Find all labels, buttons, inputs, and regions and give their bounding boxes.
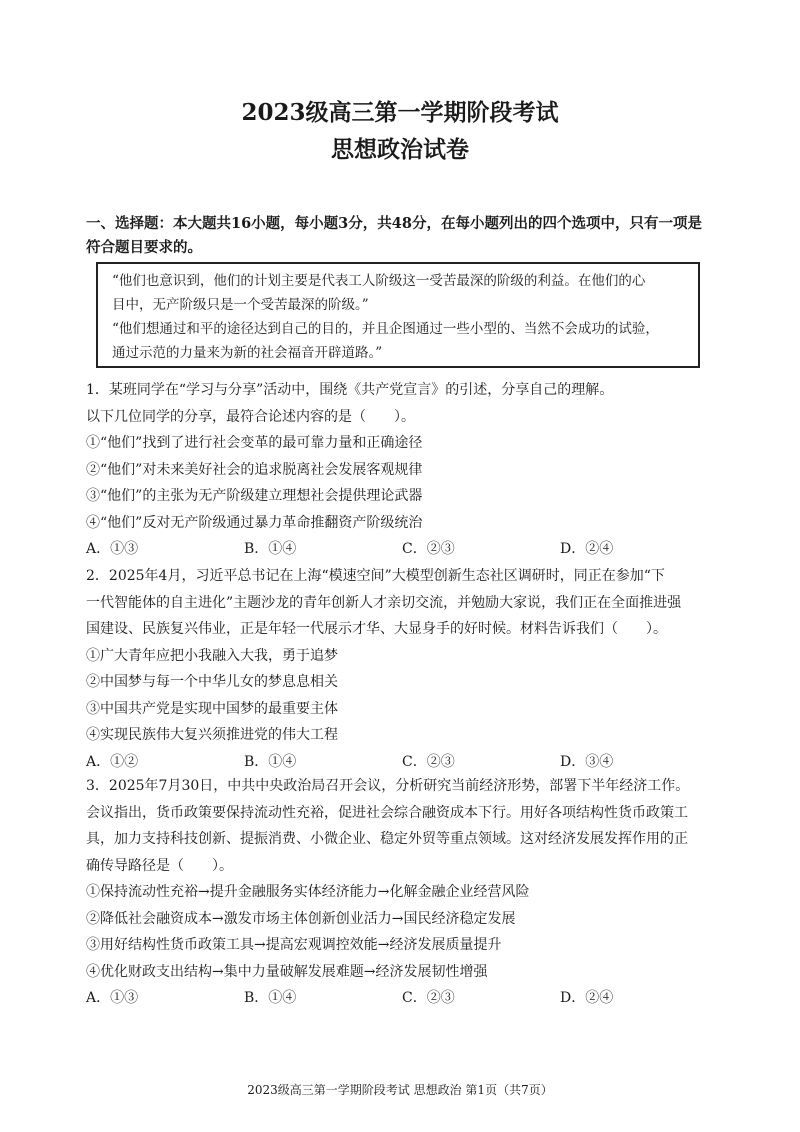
quote-line: “他们想通过和平的途径达到自己的目的，并且企图通过一些小型的、当然不会成功的试验， (112, 321, 659, 337)
question-2 (86, 563, 731, 775)
quote-line: 目中，无产阶级只是一个受苦最深的阶级。” (112, 297, 369, 313)
question-stem: 3．2025年7月30日，中共中央政治局召开会议，分析研究当前经济形势，部署下半年经济工作。 (86, 778, 690, 794)
page-footer: 2023级高三第一学期阶段考试 思想政治 第1页（共7页） (247, 1083, 553, 1097)
option-a[interactable]: A．①③ (86, 541, 139, 557)
option-b[interactable]: B．①④ (244, 990, 297, 1006)
quote-box (96, 262, 700, 368)
question-1 (86, 377, 731, 563)
option-c[interactable]: C．②③ (402, 753, 455, 770)
question-stem: 具，加力支持科技创新、提振消费、小微企业、稳定外贸等重点领域。这对经济发展发挥作用的正 (86, 831, 688, 847)
answer-options (86, 536, 731, 563)
statement: ③“他们”的主张为无产阶级建立理想社会提供理论武器 (86, 488, 423, 504)
question-stem: 国建设、民族复兴伟业，正是年轻一代展示才华、大显身手的好时候。材料告诉我们（ ）。 (86, 621, 667, 637)
section-instructions (86, 212, 736, 260)
option-a[interactable]: A．①② (86, 753, 139, 770)
exam-title: 2023级高三第一学期阶段考试 (241, 99, 559, 126)
statement: ③用好结构性货币政策工具→提高宏观调控效能→经济发展质量提升 (86, 937, 502, 953)
option-c[interactable]: C．②③ (402, 541, 455, 557)
question-stem: 一代智能体的自主进化”主题沙龙的青年创新人才亲切交流，并勉励大家说，我们正在全面推进强 (86, 594, 682, 611)
quote-line: “他们也意识到，他们的计划主要是代表工人阶级这一受苦最深的阶级的利益。在他们的心 (112, 273, 646, 289)
option-d[interactable]: D．②④ (560, 990, 614, 1006)
question-stem: 会议指出，货币政策要保持流动性充裕，促进社会综合融资成本下行。用好各项结构性货币政策工 (86, 804, 688, 821)
statement: ②“他们”对未来美好社会的追求脱离社会发展客观规律 (86, 461, 423, 478)
option-d[interactable]: D．③④ (560, 753, 614, 770)
question-stem: 确传导路径是（ ）。 (86, 857, 233, 874)
statement: ①广大青年应把小我融入大我，勇于追梦 (86, 647, 338, 664)
statement: ②降低社会融资成本→激发市场主体创新创业活力→国民经济稳定发展 (86, 910, 516, 927)
statement: ③中国共产党是实现中国梦的最重要主体 (86, 700, 338, 717)
statement: ②中国梦与每一个中华儿女的梦息息相关 (86, 674, 338, 690)
statement: ①“他们”找到了进行社会变革的最可靠力量和正确途径 (86, 435, 423, 451)
option-c[interactable]: C．②③ (402, 990, 455, 1006)
option-d[interactable]: D．②④ (560, 541, 614, 557)
statement: ④优化财政支出结构→集中力量破解发展难题→经济发展韧性增强 (86, 963, 488, 980)
section-line: 一、选择题：本大题共16小题，每小题3分，共48分，在每小题列出的四个选项中，只有一项是 (86, 215, 702, 232)
quote-line: 通过示范的力量来为新的社会福音开辟道路。” (112, 345, 383, 361)
answer-options (86, 749, 731, 776)
option-a[interactable]: A．①③ (86, 990, 139, 1006)
question-stem: 以下几位同学的分享，最符合论述内容的是（ ）。 (86, 408, 415, 425)
section-line: 符合题目要求的。 (86, 239, 202, 256)
question-stem: 1．某班同学在“学习与分享”活动中，围绕《共产党宣言》的引述，分享自己的理解。 (86, 382, 614, 398)
exam-subtitle: 思想政治试卷 (331, 136, 469, 163)
option-b[interactable]: B．①④ (244, 753, 297, 770)
statement: ①保持流动性充裕→提升金融服务实体经济能力→化解金融企业经营风险 (86, 884, 530, 900)
option-b[interactable]: B．①④ (244, 541, 297, 557)
statement: ④“他们”反对无产阶级通过暴力革命推翻资产阶级统治 (86, 514, 423, 531)
question-stem: 2．2025年4月，习近平总书记在上海“模速空间”大模型创新生态社区调研时，同正在参加“下 (86, 568, 665, 584)
question-3 (86, 773, 731, 1012)
statement: ④实现民族伟大复兴须推进党的伟大工程 (86, 727, 338, 743)
answer-options (86, 985, 731, 1012)
